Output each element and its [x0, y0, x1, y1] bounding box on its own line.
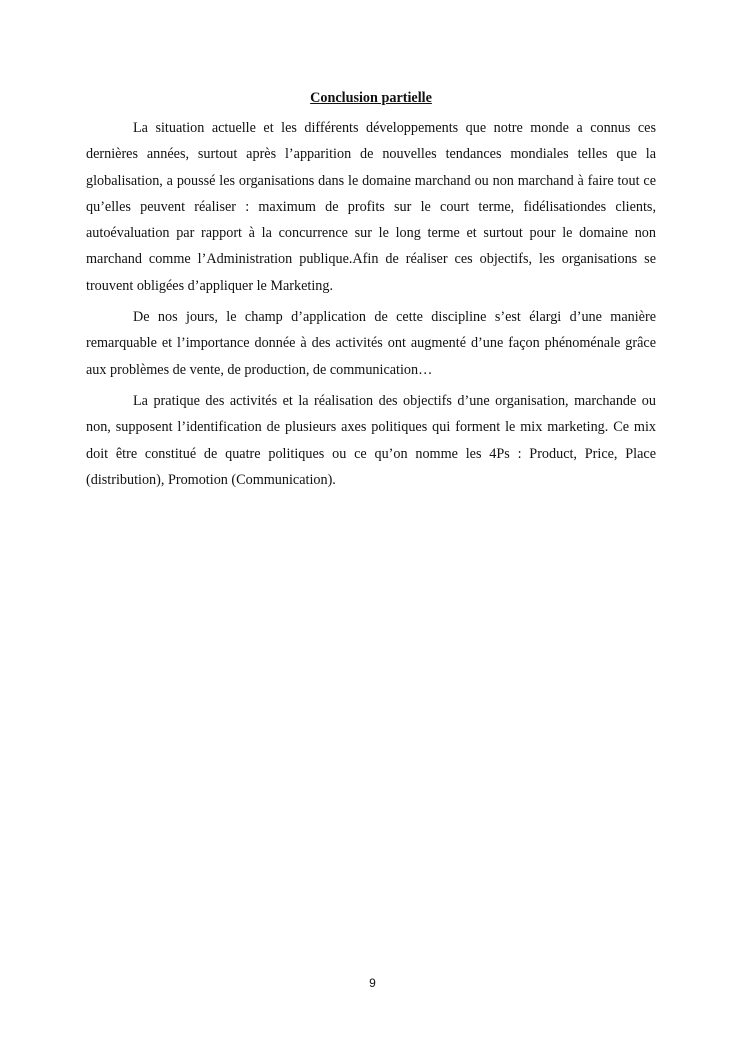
paragraph-3: La pratique des activités et la réalisation des objectifs d’une organisation, marchande ou non, supposent l’identification de plusieurs axes politiques qui forment le mix marketing. Ce mix doit être constitué de quatre politiques ou ce qu’on nomme les 4Ps : Product, Price, Place (distribution), Promotion (Communication).	[86, 392, 656, 488]
section-title: Conclusion partielle	[310, 90, 432, 106]
paragraph-2: De nos jours, le champ d’application de cette discipline s’est élargi d’une manière remarquable et l’importance donnée à des activités ont augmenté d’une façon phénoménale grâce aux problèmes de vente, de production, de communication…	[86, 309, 656, 378]
document-body	[86, 84, 656, 498]
paragraph-1: La situation actuelle et les différents développements que notre monde a connus ces dernières années, surtout après l’apparition de nouvelles tendances mondiales telles que la globalisation, a poussé les organisations dans le domaine marchand ou non marchand à faire tout ce qu’elles peuvent réaliser : maximum de profits sur le court terme, fidélisationdes clients, autoévaluation par rapport à la concurrence sur le long terme et surtout pour le domaine non marchand comme l’Administration publique.Afin de réaliser ces objectifs, les organisations se trouvent obligées d’appliquer le Marketing.	[86, 120, 656, 294]
page-number: 9	[369, 976, 376, 990]
